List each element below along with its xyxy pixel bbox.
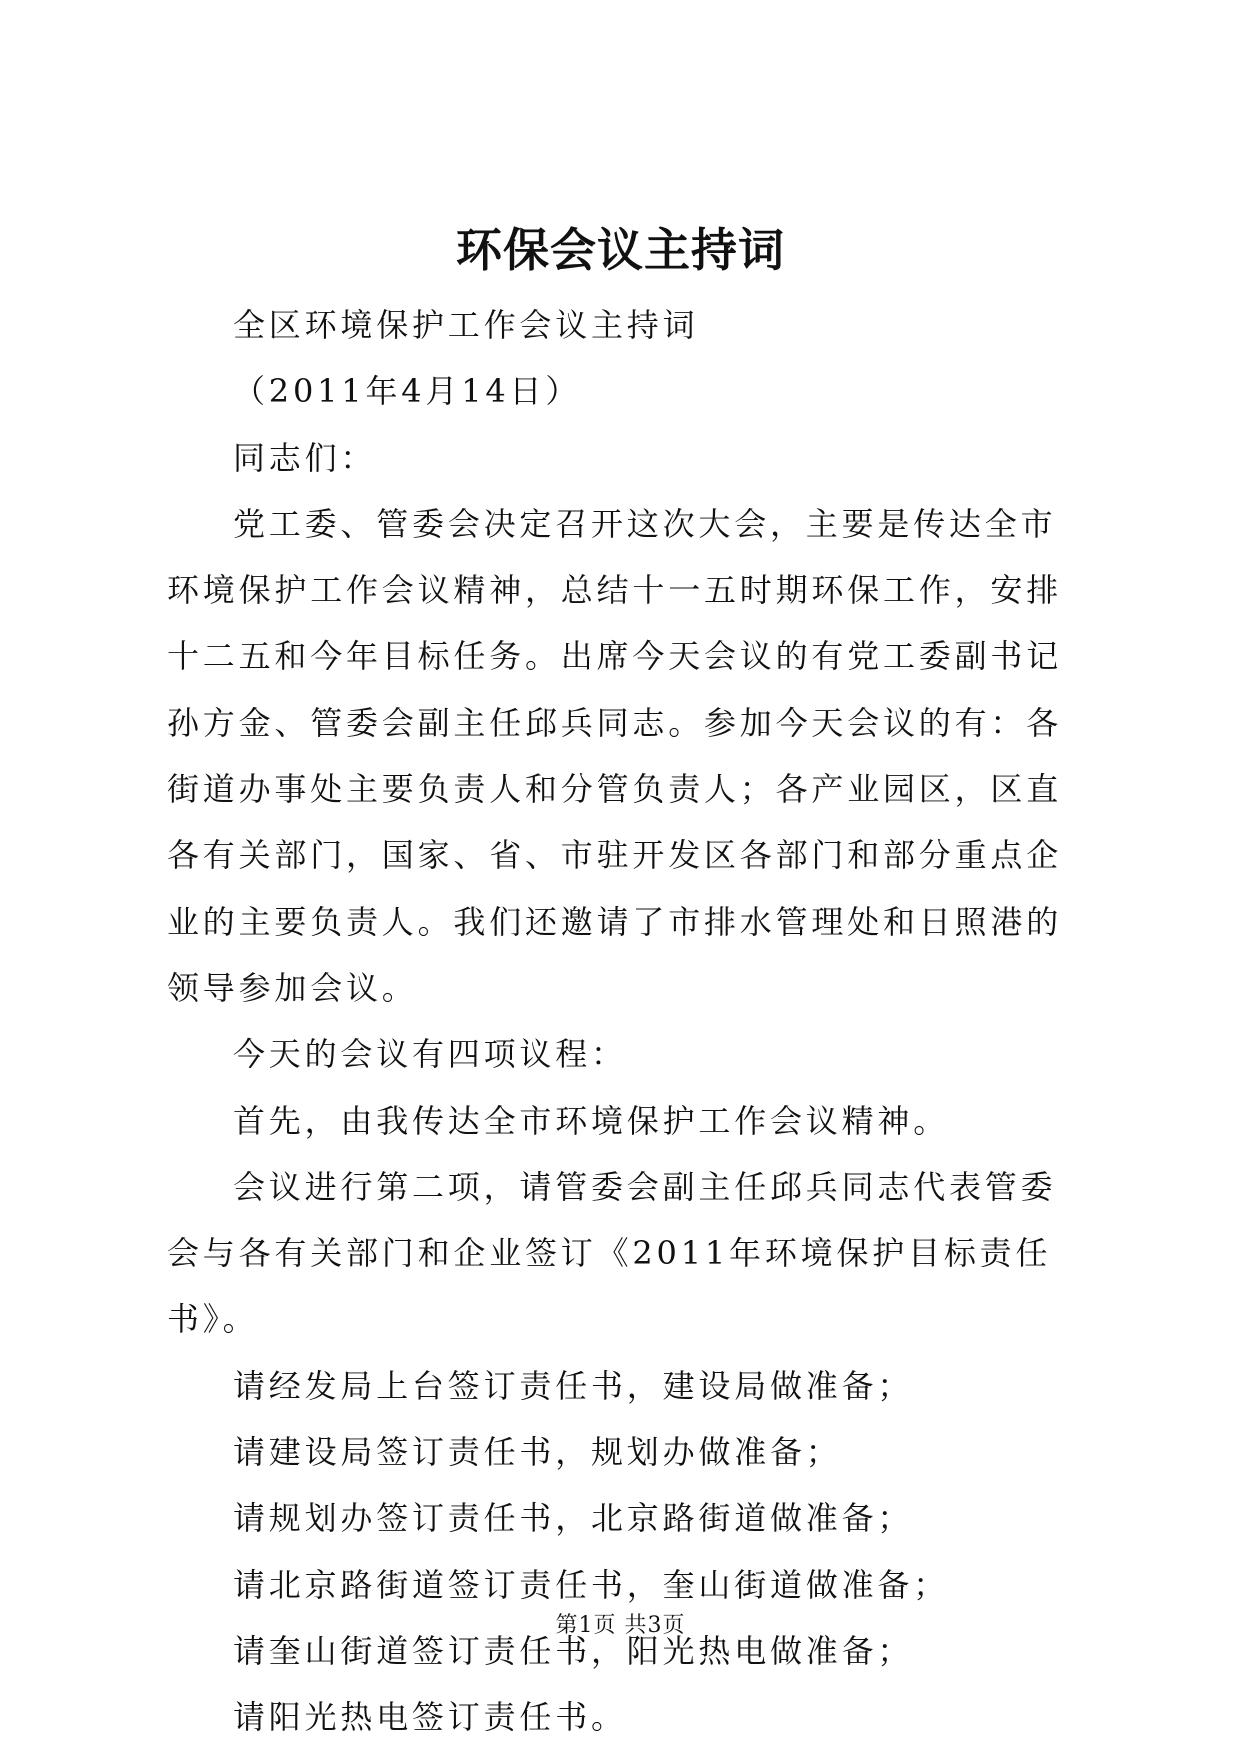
document-title: 环保会议主持词 <box>456 223 785 277</box>
paragraph-date: （2011年4月14日） <box>233 372 582 411</box>
paragraph-salutation: 同志们： <box>233 438 377 477</box>
document-body <box>167 292 1084 1751</box>
paragraph-signing-step-3: 请规划办签订责任书，北京路街道做准备； <box>233 1499 914 1538</box>
paragraph-signing-step-2: 请建设局签订责任书，规划办做准备； <box>233 1433 842 1472</box>
paragraph-agenda-first: 首先，由我传达全市环境保护工作会议精神。 <box>233 1101 950 1140</box>
paragraph-agenda-second: 会议进行第二项，请管委会副主任邱兵同志代表管委会与各有关部门和企业签订《2011年环境保护目标责任书》。 <box>167 1167 1057 1339</box>
paragraph-subtitle: 全区环境保护工作会议主持词 <box>233 306 699 344</box>
paragraph-agenda-heading: 今天的会议有四项议程： <box>233 1035 627 1074</box>
page-footer: 第1页 共3页 <box>555 1613 686 1638</box>
paragraph-introduction: 党工委、管委会决定召开这次大会，主要是传达全市环境保护工作会议精神，总结十一五时期环保工作，安排十二五和今年目标任务。出席今天会议的有党工委副书记孙方金、管委会副主任邱兵同志。参加今天会议的有：各街道办事处主要负责人和分管负责人；各产业园区，区直各有关部门，国家、省、市驻开发区各部门和部分重点企业的主要负责人。我们还邀请了市排水管理处和日照港的领导参加会议。 <box>167 504 1063 1007</box>
paragraph-signing-step-1: 请经发局上台签订责任书，建设局做准备； <box>233 1366 914 1405</box>
paragraph-signing-step-5: 请奎山街道签订责任书，阳光热电做准备； <box>233 1631 914 1670</box>
paragraph-signing-step-4: 请北京路街道签订责任书，奎山街道做准备； <box>233 1565 950 1604</box>
paragraph-signing-step-6: 请阳光热电签订责任书。 <box>233 1698 627 1737</box>
